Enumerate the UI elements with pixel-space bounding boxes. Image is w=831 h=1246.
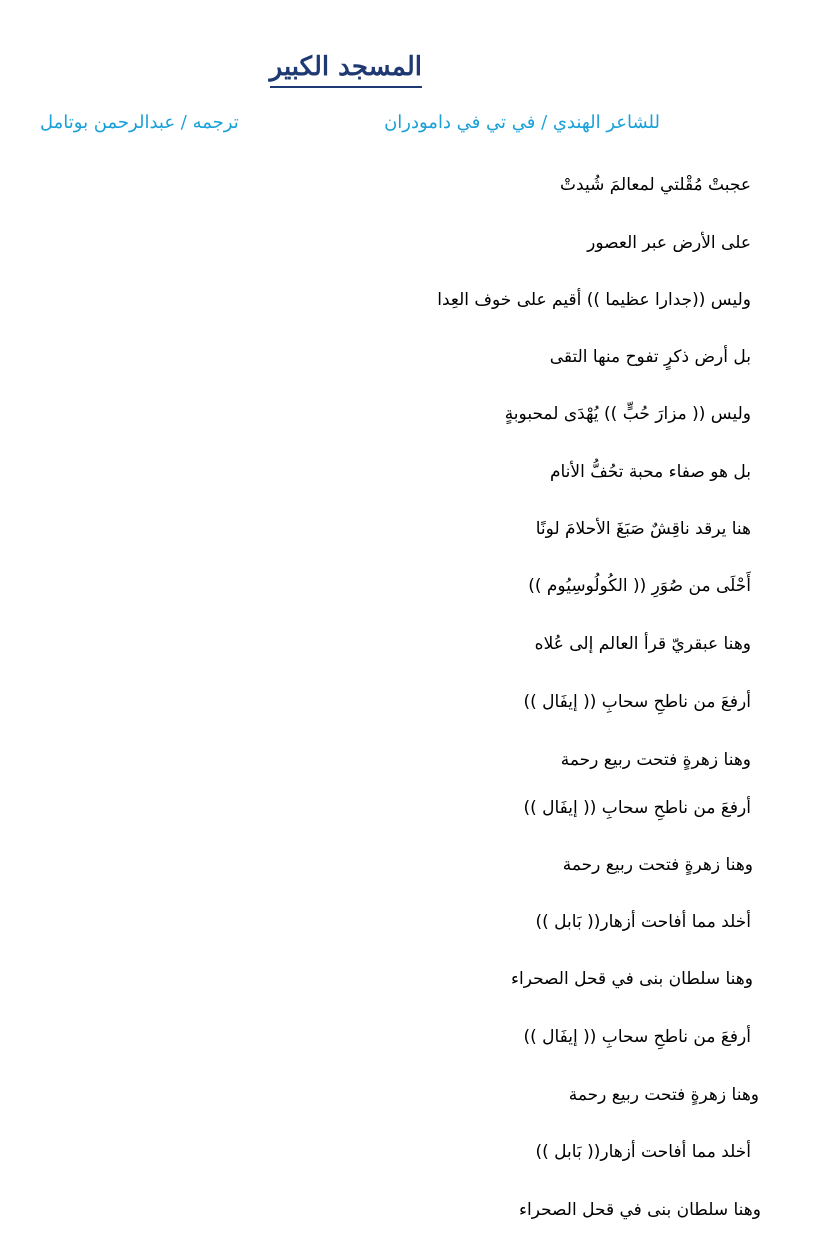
poem-line: هنا يرقد ناقِشٌ صَبَغَ الأحلامَ لونًا: [535, 519, 751, 539]
poem-line: وهنا زهرةٍ فتحت ربيع رحمة: [562, 855, 753, 875]
poem-line: أخلد مما أفاحت أزهار(( بَابل )): [535, 912, 751, 932]
poet-credit: للشاعر الهندي / في تي في دامودران: [384, 112, 660, 133]
poem-line: أرفعَ من ناطحِ سحابِ (( إيفَال )): [523, 692, 751, 712]
poem-line: وهنا سلطان بنى في قحل الصحراء: [518, 1200, 761, 1220]
poem-line: أَحْلَى من صُوَرِ (( الكُولُوسِيُوم )): [528, 576, 751, 596]
credits-line: [40, 112, 660, 142]
poem-line: بل أرض ذكرٍ تفوح منها التقى: [549, 347, 751, 367]
poem-title: المسجد الكبير: [270, 50, 422, 88]
poem-line: على الأرض عبر العصور: [587, 233, 751, 253]
poem-line: وليس ((جدارا عظيما )) أقيم على خوف العِدا: [437, 290, 751, 310]
poem-line: بل هو صفاء محبة تحُفُّ الأنام: [549, 462, 751, 482]
poem-line: أخلد مما أفاحت أزهار(( بَابل )): [535, 1142, 751, 1162]
poem-line: وهنا سلطان بنى في قحل الصحراء: [510, 969, 753, 989]
poem-line: عجبتْ مُقْلتي لمعالمَ شُيدتْ: [560, 175, 751, 195]
poem-line: أرفعَ من ناطحِ سحابِ (( إيفَال )): [523, 1027, 751, 1047]
poem-line: وهنا عبقريّ قرأ العالم إلى عُلاه: [534, 634, 751, 654]
poem-line: وهنا زهرةٍ فتحت ربيع رحمة: [568, 1085, 759, 1105]
translator-credit: ترجمه / عبدالرحمن بوتامل: [40, 112, 239, 133]
poem-line: أرفعَ من ناطحِ سحابِ (( إيفَال )): [523, 798, 751, 818]
poem-line: وليس (( مزارَ حُبٍّ )) يُهْدَى لمحبوبةٍ: [504, 404, 751, 424]
poem-line: وهنا زهرةٍ فتحت ربيع رحمة: [560, 750, 751, 770]
